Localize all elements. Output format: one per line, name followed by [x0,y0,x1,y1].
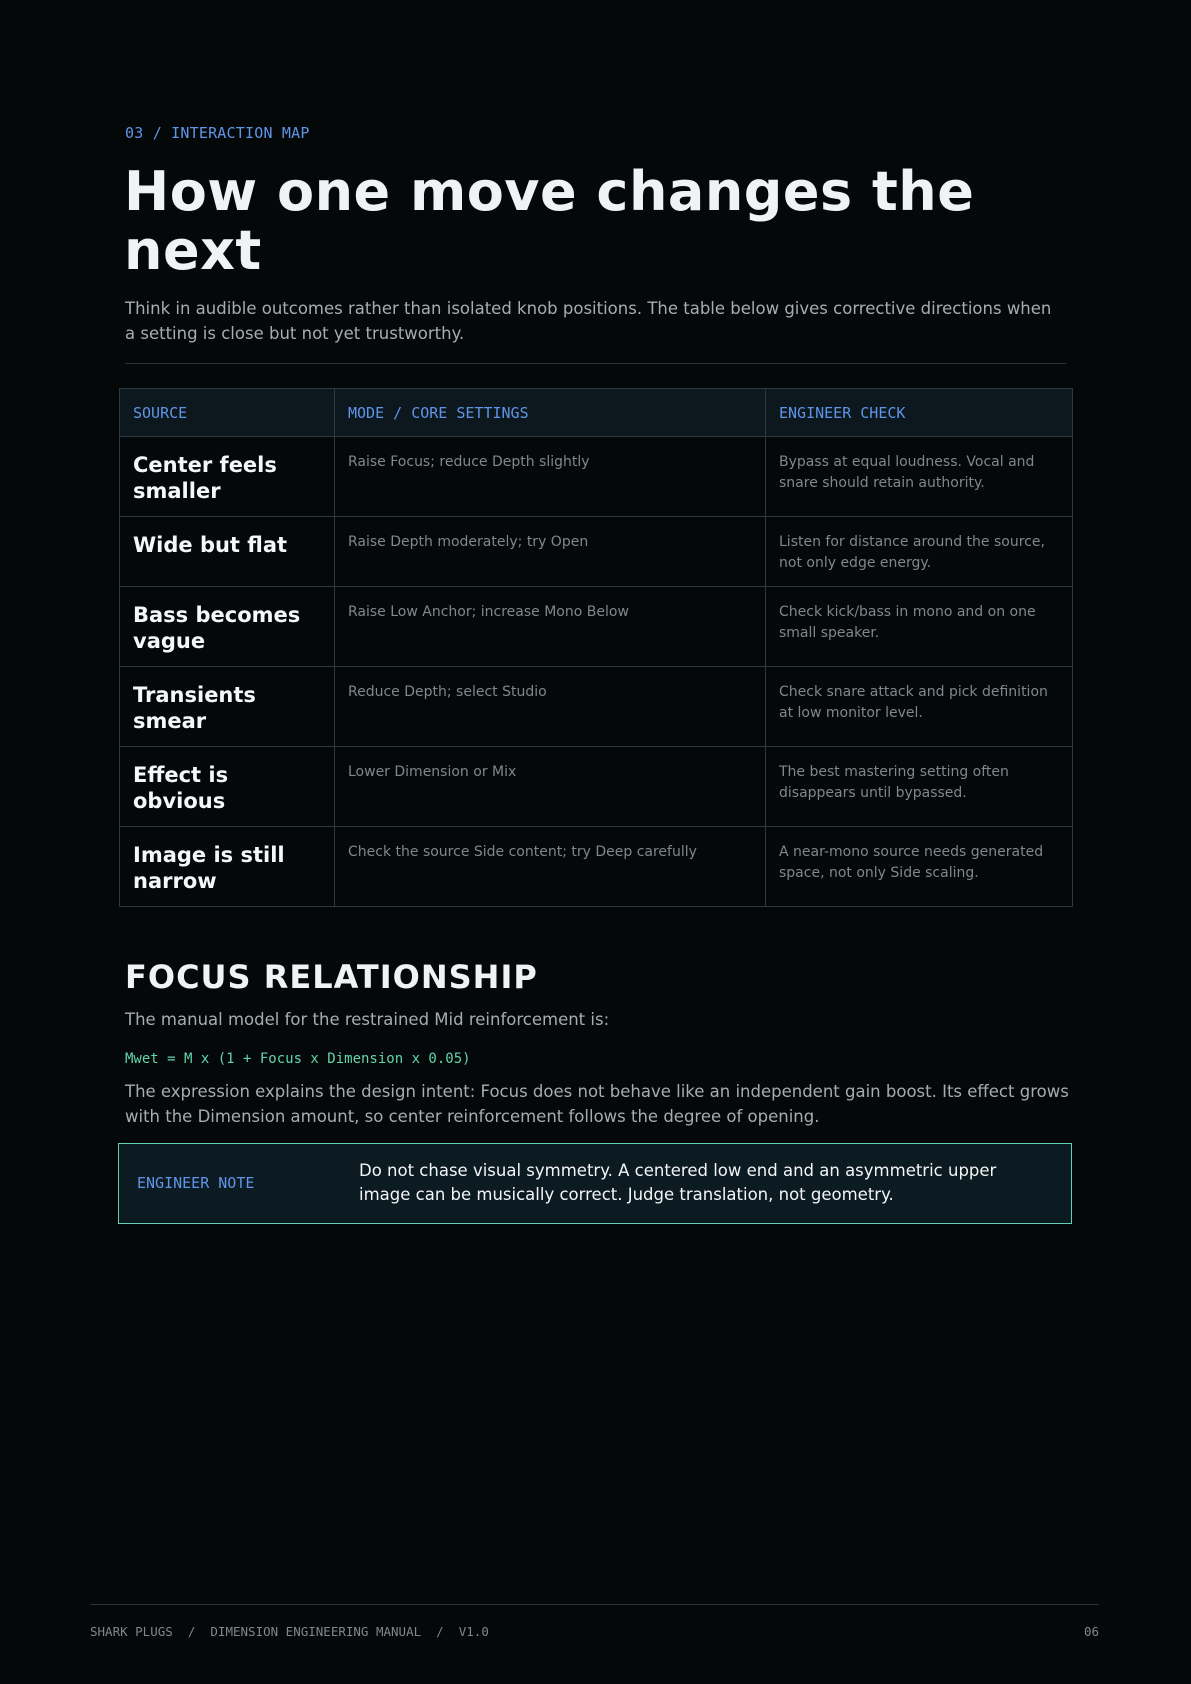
lead-paragraph: Think in audible outcomes rather than isolated knob positions. The table below gives corrective directions when a setting is close but not yet trustworthy. [125,299,1052,343]
check-cell: Listen for distance around the source, not only edge energy. [766,517,1073,587]
table-header-row [120,389,1073,437]
engineer-note-text: Do not chase visual symmetry. A centered low end and an asymmetric upper image can be musically correct. Judge translation, not geometry. [359,1161,997,1204]
check-cell: The best mastering setting often disappears until bypassed. [766,747,1073,827]
check-cell: Check snare attack and pick definition at low monitor level. [766,667,1073,747]
source-cell: Bass becomes vague [120,587,335,667]
footer-doc-title: SHARK PLUGS / DIMENSION ENGINEERING MANUAL / V1.0 [90,1624,489,1639]
check-cell: A near-mono source needs generated space, not only Side scaling. [766,827,1073,907]
engineer-note-label: ENGINEER NOTE [137,1174,255,1192]
mode-cell: Raise Focus; reduce Depth slightly [335,437,766,517]
check-cell: Check kick/bass in mono and on one small speaker. [766,587,1073,667]
page-number: 06 [1083,1624,1099,1639]
table-row [120,587,1073,667]
mode-cell: Check the source Side content; try Deep carefully [335,827,766,907]
source-cell: Image is still narrow [120,827,335,907]
source-cell: Center feels smaller [120,437,335,517]
table-row [120,517,1073,587]
focus-explanation: The expression explains the design intent: Focus does not behave like an independent gain boost. Its effect grows with the Dimension amount, so center reinforcement follows the degree of opening. [125,1082,1069,1126]
table-row [120,667,1073,747]
engineer-note-box [118,1143,1072,1224]
source-cell: Effect is obvious [120,747,335,827]
column-header-mode: MODE / CORE SETTINGS [335,389,766,437]
focus-heading: FOCUS RELATIONSHIP [125,958,538,996]
focus-intro: The manual model for the restrained Mid reinforcement is: [125,1010,610,1029]
check-cell: Bypass at equal loudness. Vocal and snare should retain authority. [766,437,1073,517]
column-header-check: ENGINEER CHECK [766,389,1073,437]
table-row [120,827,1073,907]
footer-divider [90,1604,1099,1605]
mode-cell: Lower Dimension or Mix [335,747,766,827]
focus-formula: Mwet = M x (1 + Focus x Dimension x 0.05) [125,1051,471,1067]
table-row [120,437,1073,517]
source-cell: Transients smear [120,667,335,747]
source-cell: Wide but flat [120,517,335,587]
table-row [120,747,1073,827]
section-kicker: 03 / INTERACTION MAP [125,124,310,142]
mode-cell: Raise Depth moderately; try Open [335,517,766,587]
interaction-table [119,388,1073,907]
title-divider [125,363,1066,364]
column-header-source: SOURCE [120,389,335,437]
mode-cell: Reduce Depth; select Studio [335,667,766,747]
page-title: How one move changes the next [124,160,975,282]
mode-cell: Raise Low Anchor; increase Mono Below [335,587,766,667]
